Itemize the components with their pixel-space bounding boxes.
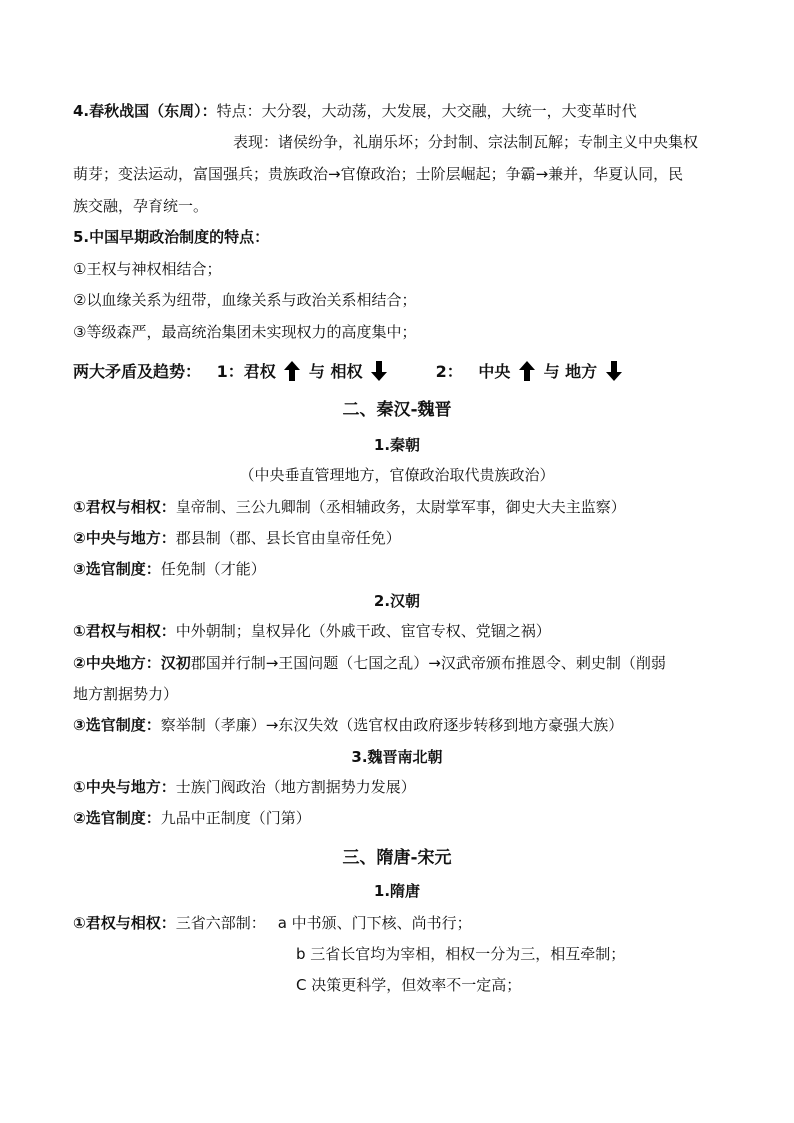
qin-row-1 — [73, 497, 626, 517]
han-row-3-text: 察举制（孝廉）→东汉失效（选官权由政府逐步转移到地方豪强大族） — [160, 716, 624, 734]
qin-row-2-label: ②中央与地方： — [73, 529, 176, 547]
section-5-item-2: ②以血缘关系为纽带，血缘关系与政治关系相结合； — [73, 291, 417, 309]
up-arrow-icon — [283, 360, 301, 382]
section-4-manifest-3: 族交融，孕育统一。 — [73, 197, 209, 215]
han-row-3-label: ③选官制度： — [73, 716, 161, 734]
down-arrow-icon — [370, 360, 388, 382]
section-4-features: 特点：大分裂，大动荡，大发展，大交融，大统一，大变革时代 — [216, 102, 637, 120]
contradiction-2-number: 2： — [435, 362, 463, 381]
weijin-row-2-text: 九品中正制度（门第） — [160, 809, 311, 827]
suitang-point-a: a 中书颁、门下核、尚书行； — [277, 914, 472, 932]
han-row-3 — [73, 715, 623, 735]
qin-row-2 — [73, 528, 401, 548]
section-4-manifest-1: 表现：诸侯纷争，礼崩乐坏；分封制、宗法制瓦解；专制主义中央集权 — [233, 133, 699, 151]
qin-row-3-text: 任免制（才能） — [160, 560, 266, 578]
weijin-row-1-text: 士族门阀政治（地方割据势力发展） — [175, 778, 416, 796]
qin-row-1-text: 皇帝制、三公九卿制（丞相辅政务，太尉掌军事，御史大夫主监察） — [175, 498, 626, 516]
suitang-heading: 1.隋唐 — [373, 882, 421, 900]
di-fang-label: 地方 — [565, 362, 598, 381]
part-3-heading: 三、隋唐-宋元 — [342, 848, 452, 868]
qin-row-1-label: ①君权与相权： — [73, 498, 176, 516]
han-row-2-label: ②中央地方： — [73, 654, 161, 672]
qin-subtitle: （中央垂直管理地方，官僚政治取代贵族政治） — [239, 466, 555, 484]
han-row-2-continued: 地方割据势力） — [73, 685, 179, 703]
up-arrow-icon — [518, 360, 536, 382]
section-4-line-1 — [73, 101, 637, 121]
suitang-row-1 — [73, 913, 472, 933]
qin-row-3 — [73, 559, 266, 579]
weijin-row-1 — [73, 777, 416, 797]
section-4-colon: ： — [201, 102, 217, 120]
han-heading: 2.汉朝 — [373, 592, 421, 610]
contradictions-line — [73, 360, 625, 384]
han-row-1-label: ①君权与相权： — [73, 622, 176, 640]
han-row-2-text: 郡国并行制→王国问题（七国之乱）→汉武帝颁布推恩令、刺史制（削弱 — [190, 654, 666, 672]
yu-1-label: 与 — [308, 362, 325, 381]
part-2-heading: 二、秦汉-魏晋 — [342, 400, 452, 420]
weijin-row-2-label: ②选官制度： — [73, 809, 161, 827]
down-arrow-icon — [605, 360, 623, 382]
weijin-row-2 — [73, 808, 311, 828]
han-row-1 — [73, 621, 551, 641]
yu-2-label: 与 — [543, 362, 560, 381]
han-row-2-bold: 汉初 — [160, 654, 191, 672]
contradictions-label: 两大矛盾及趋势： — [73, 362, 202, 381]
qin-heading: 1.秦朝 — [373, 436, 421, 454]
weijin-row-1-label: ①中央与地方： — [73, 778, 176, 796]
section-4-manifest-2: 萌芽；变法运动，富国强兵；贵族政治→官僚政治；士阶层崛起；争霸→兼并，华夏认同，民 — [73, 165, 684, 183]
section-5-item-3: ③等级森严，最高统治集团未实现权力的高度集中； — [73, 323, 417, 341]
section-5-item-1: ①王权与神权相结合； — [73, 260, 222, 278]
xiang-quan-label: 相权 — [330, 362, 363, 381]
han-row-2 — [73, 653, 666, 673]
han-row-1-text: 中外朝制；皇权异化（外戚干政、宦官专权、党锢之祸） — [175, 622, 551, 640]
suitang-point-b: b 三省长官均为宰相，相权一分为三，相互牵制； — [296, 945, 626, 963]
jun-quan-label: 君权 — [243, 362, 276, 381]
contradiction-1-number: 1： — [216, 362, 244, 381]
suitang-point-c: C 决策更科学，但效率不一定高； — [296, 976, 522, 994]
suitang-row-1-label: ①君权与相权： — [73, 914, 176, 932]
section-4-title: 4.春秋战国（东周） — [73, 102, 202, 120]
qin-row-3-label: ③选官制度： — [73, 560, 161, 578]
zhong-yang-label: 中央 — [478, 362, 511, 381]
section-5-title: 5.中国早期政治制度的特点： — [73, 228, 270, 246]
suitang-row-1-text: 三省六部制： — [175, 914, 266, 932]
qin-row-2-text: 郡县制（郡、县长官由皇帝任免） — [175, 529, 401, 547]
weijin-heading: 3.魏晋南北朝 — [351, 748, 443, 766]
